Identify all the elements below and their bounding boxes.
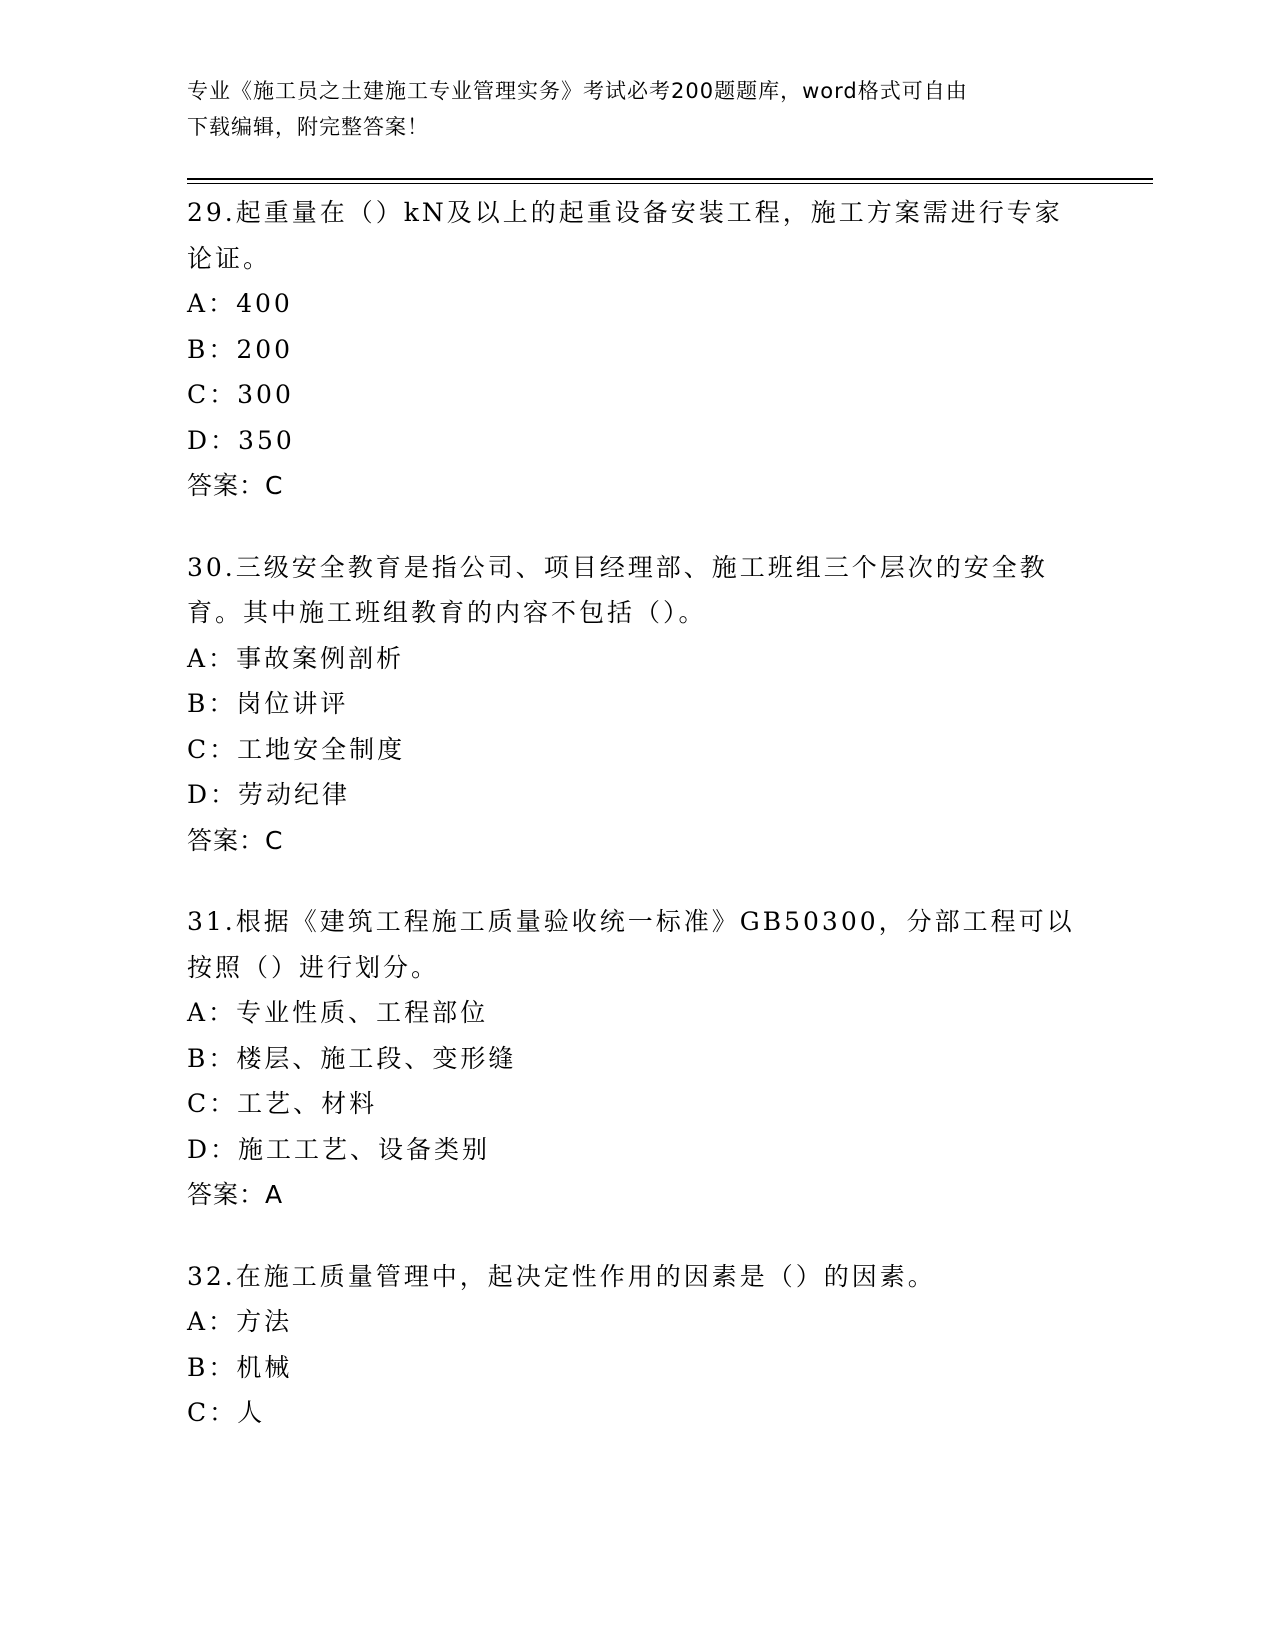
question-option xyxy=(187,772,1087,818)
option-text: 机械 xyxy=(236,1352,293,1382)
option-text: 施工工艺、设备类别 xyxy=(238,1134,491,1164)
question-block xyxy=(187,899,1087,1218)
option-key: C： xyxy=(187,1089,238,1118)
question-option xyxy=(187,1036,1087,1082)
option-key: A： xyxy=(187,643,237,673)
header-line-2: 下载编辑，附完整答案！ xyxy=(187,115,429,139)
option-key: C： xyxy=(187,380,238,409)
question-option xyxy=(187,1345,1087,1391)
question-option xyxy=(187,418,1087,464)
question-option xyxy=(187,636,1087,682)
header-divider-thin xyxy=(187,183,1153,184)
question-option xyxy=(187,281,1087,327)
option-key: C： xyxy=(187,734,238,764)
header-divider-thick xyxy=(187,178,1153,180)
question-option xyxy=(187,681,1087,727)
option-key: A： xyxy=(187,1307,237,1336)
option-text: 岗位讲评 xyxy=(236,689,349,718)
header-line-1: 专业《施工员之土建施工专业管理实务》考试必考200题题库，word格式可自由 xyxy=(187,79,968,103)
option-key: C： xyxy=(187,1398,238,1427)
option-key: B： xyxy=(187,1352,237,1382)
question-block xyxy=(187,1254,1087,1436)
option-text: 400 xyxy=(236,289,293,318)
option-key: A： xyxy=(187,289,237,318)
question-stem-line: 30.三级安全教育是指公司、项目经理部、施工班组三个层次的安全教 xyxy=(187,552,1048,582)
answer-line: 答案：C xyxy=(187,825,284,855)
document-header xyxy=(187,73,1087,145)
question-block xyxy=(187,545,1087,864)
option-key: D： xyxy=(187,780,239,809)
option-text: 专业性质、工程部位 xyxy=(236,998,489,1027)
option-text: 事故案例剖析 xyxy=(236,643,405,673)
answer-line: 答案：C xyxy=(187,471,284,500)
option-text: 350 xyxy=(238,425,295,455)
question-option xyxy=(187,990,1087,1036)
question-stem-line: 32.在施工质量管理中，起决定性作用的因素是（）的因素。 xyxy=(187,1261,936,1291)
question-option xyxy=(187,1299,1087,1345)
question-list xyxy=(187,190,1087,1472)
option-text: 楼层、施工段、变形缝 xyxy=(236,1043,517,1073)
question-option xyxy=(187,372,1087,418)
question-option xyxy=(187,327,1087,373)
question-option xyxy=(187,1127,1087,1173)
option-text: 方法 xyxy=(236,1307,293,1336)
option-text: 300 xyxy=(237,380,294,409)
option-key: B： xyxy=(187,689,237,718)
option-text: 200 xyxy=(236,334,294,364)
option-key: D： xyxy=(187,425,239,455)
option-key: A： xyxy=(187,998,237,1027)
question-stem-line: 31.根据《建筑工程施工质量验收统一标准》GB50300，分部工程可以 xyxy=(187,907,1075,936)
question-block xyxy=(187,190,1087,509)
question-stem-line: 按照（）进行划分。 xyxy=(187,952,440,982)
question-stem-line: 29.起重量在（）kN及以上的起重设备安装工程，施工方案需进行专家 xyxy=(187,198,1063,227)
option-key: B： xyxy=(187,1043,237,1073)
option-text: 工地安全制度 xyxy=(237,734,406,764)
option-text: 工艺、材料 xyxy=(237,1089,378,1118)
question-option xyxy=(187,1390,1087,1436)
question-option xyxy=(187,1081,1087,1127)
question-option xyxy=(187,727,1087,773)
option-key: B： xyxy=(187,334,237,364)
question-stem-line: 论证。 xyxy=(187,243,272,273)
question-stem-line: 育。其中施工班组教育的内容不包括（）。 xyxy=(187,598,707,627)
option-text: 劳动纪律 xyxy=(238,780,351,809)
option-text: 人 xyxy=(237,1398,266,1427)
answer-line: 答案：A xyxy=(187,1180,284,1209)
option-key: D： xyxy=(187,1134,239,1164)
